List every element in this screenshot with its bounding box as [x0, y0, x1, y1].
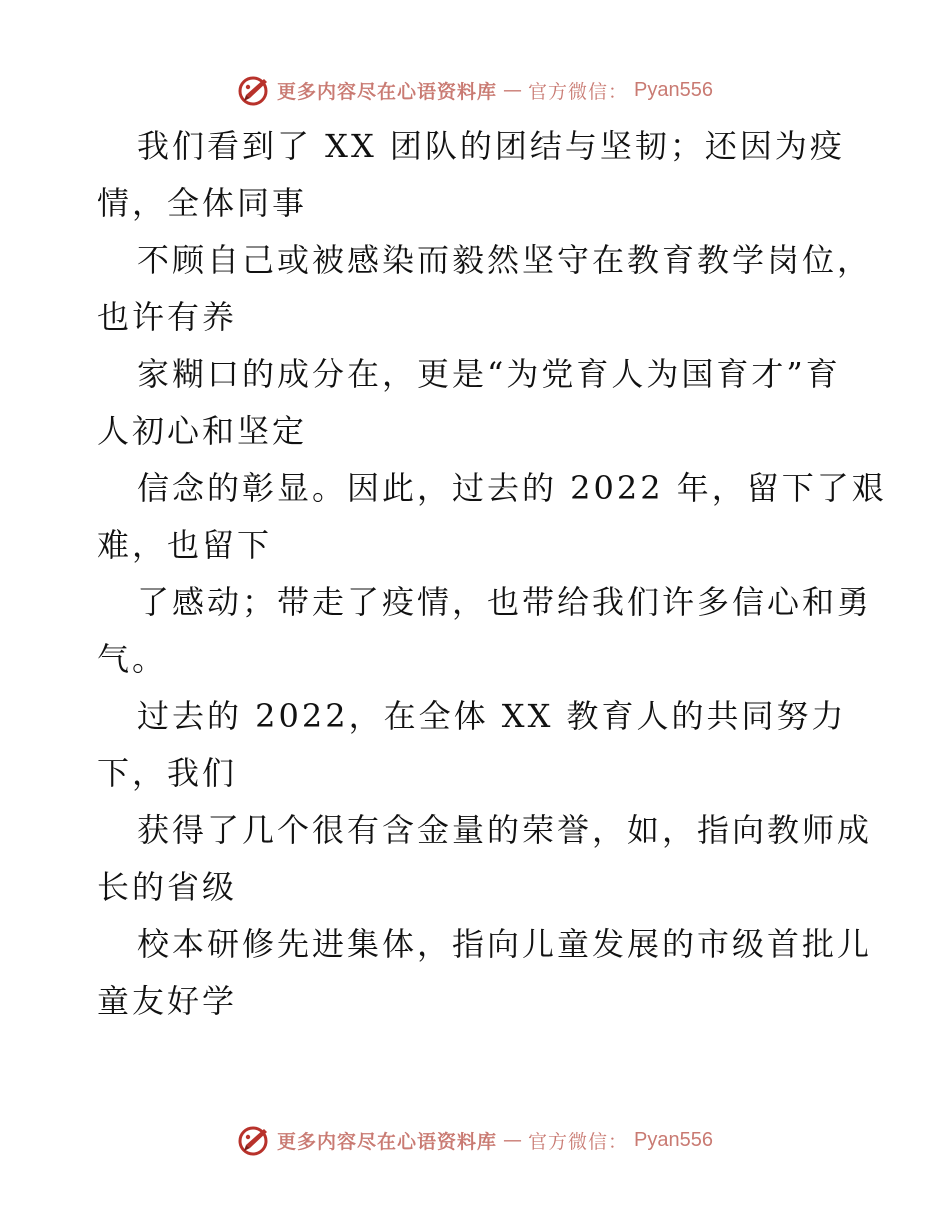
body-line: 信念的彰显。因此，过去的 2022 年，留下了艰 — [137, 469, 887, 507]
footer-wechat-label: 官方微信： — [528, 1130, 629, 1153]
body-line: 家糊口的成分在，更是“为党育人为国育才”育 — [137, 355, 841, 393]
body-line: 了感动；带走了疫情，也带给我们许多信心和勇 — [137, 583, 873, 621]
footer-wechat-id: Pyan556 — [634, 1128, 713, 1151]
footer-lead-text: 更多内容尽在心语资料库 — [277, 1130, 498, 1153]
body-line: 气。 — [97, 640, 168, 678]
header-wechat-label: 官方微信： — [528, 80, 629, 103]
quill-pen-logo-icon — [237, 1123, 271, 1157]
body-line: 童友好学 — [97, 982, 238, 1020]
header-wechat-id: Pyan556 — [634, 78, 713, 101]
body-line: 我们看到了 XX 团队的团结与坚韧；还因为疫 — [137, 127, 845, 165]
body-line: 校本研修先进集体，指向儿童发展的市级首批儿 — [137, 925, 873, 963]
header-dash: — — [503, 79, 523, 101]
footer-banner — [0, 1120, 950, 1160]
header-banner — [0, 70, 950, 110]
body-line: 下，我们 — [97, 754, 238, 792]
body-line: 情，全体同事 — [97, 184, 308, 222]
header-lead-text: 更多内容尽在心语资料库 — [277, 80, 498, 103]
footer-dash: — — [503, 1129, 523, 1151]
quill-pen-logo-icon — [237, 73, 271, 107]
document-body — [97, 118, 887, 1030]
body-line: 难，也留下 — [97, 526, 273, 564]
body-line: 获得了几个很有含金量的荣誉，如，指向教师成 — [137, 811, 873, 849]
body-line: 过去的 2022，在全体 XX 教育人的共同努力 — [137, 697, 847, 735]
body-line: 不顾自己或被感染而毅然坚守在教育教学岗位， — [137, 241, 873, 279]
body-line: 也许有养 — [97, 298, 238, 336]
body-line: 长的省级 — [97, 868, 238, 906]
body-line: 人初心和坚定 — [97, 412, 308, 450]
